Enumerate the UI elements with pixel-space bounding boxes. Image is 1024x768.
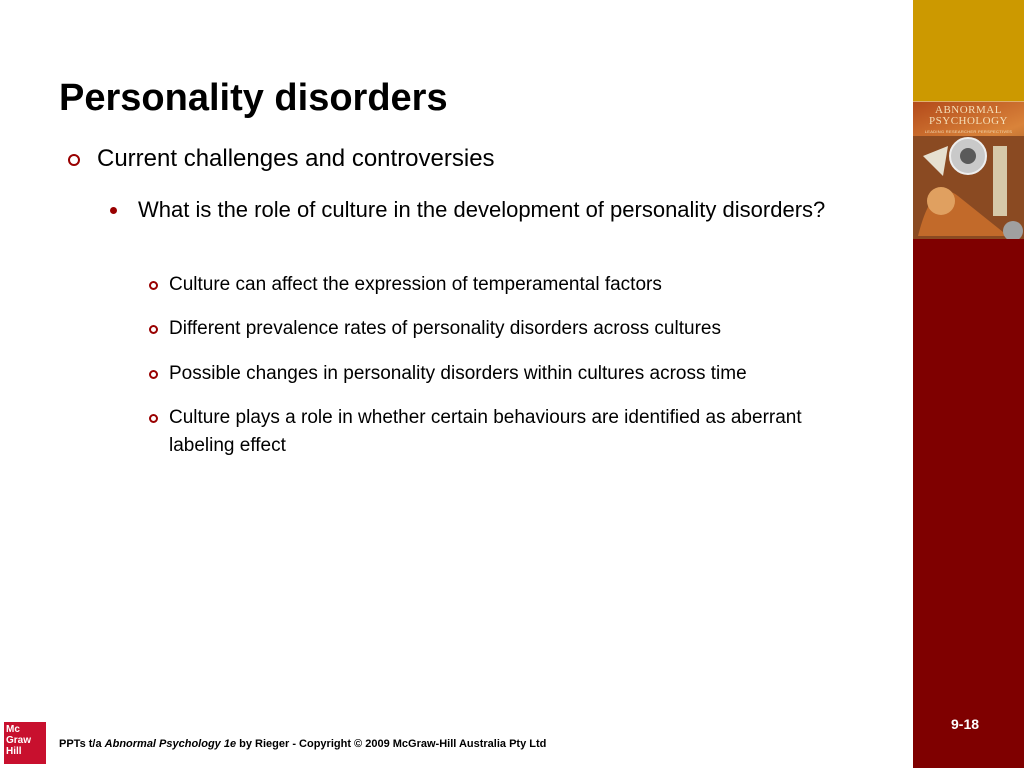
bullet-level3 xyxy=(149,404,849,460)
footer-suffix: by Rieger - Copyright © 2009 McGraw-Hill Australia Pty Ltd xyxy=(236,738,547,750)
bullet-level3 xyxy=(149,315,889,343)
book-cover-subtitle: LEADING RESEARCHER PERSPECTIVES xyxy=(924,129,1013,134)
bullet-level3-text: Culture can affect the expression of temperamental factors xyxy=(169,274,662,295)
ring-bullet-icon xyxy=(68,154,80,166)
ring-bullet-icon xyxy=(149,325,158,334)
sidebar-gold-band xyxy=(913,0,1024,101)
footer-book-title: Abnormal Psychology 1e xyxy=(104,738,237,750)
bullet-level3 xyxy=(149,360,889,388)
bullet-level2 xyxy=(110,195,870,225)
bullet-level3-text: Different prevalence rates of personality disorders across cultures xyxy=(169,318,721,339)
ring-bullet-icon xyxy=(149,414,158,423)
page-number: 9-18 xyxy=(951,716,980,732)
bullet-level1 xyxy=(68,143,888,175)
bullet-level3 xyxy=(149,271,889,299)
ring-bullet-icon xyxy=(149,370,158,379)
bullet-level3-text: Culture plays a role in whether certain behaviours are identified as aberrant labeling effect xyxy=(169,407,802,456)
book-cover-title: ABNORMAL PSYCHOLOGY xyxy=(929,104,1008,127)
right-sidebar xyxy=(913,0,1024,768)
footer-copyright xyxy=(59,738,546,750)
slide-title: Personality disorders xyxy=(59,77,448,119)
bullet-level1-text: Current challenges and controversies xyxy=(97,145,495,172)
footer-prefix: PPTs t/a xyxy=(59,738,105,750)
bullet-level2-text: What is the role of culture in the development of personality disorders? xyxy=(138,197,826,222)
book-cover xyxy=(913,101,1024,239)
ring-bullet-icon xyxy=(149,281,158,290)
book-cover-art xyxy=(913,136,1024,239)
bullet-level3-text: Possible changes in personality disorders within cultures across time xyxy=(169,363,747,384)
mcgraw-hill-logo: Mc Graw Hill xyxy=(4,722,46,764)
dot-bullet-icon xyxy=(110,207,117,214)
